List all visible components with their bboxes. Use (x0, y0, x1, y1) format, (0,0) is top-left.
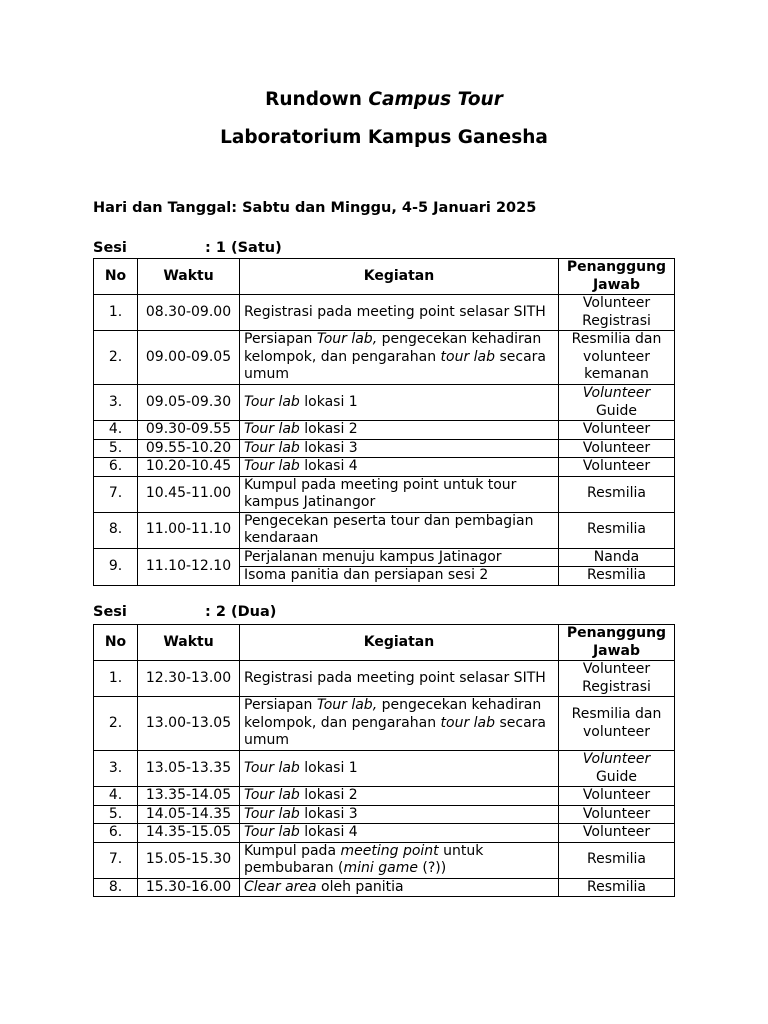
cell-no: 7. (94, 476, 138, 512)
cell-kegiatan (240, 697, 559, 751)
text: lokasi 2 (299, 421, 358, 437)
cell-waktu: 09.30-09.55 (138, 421, 240, 440)
pj-line: Volunteer (582, 295, 651, 311)
cell-waktu: 09.05-09.30 (138, 385, 240, 421)
header-pj-line2: Jawab (592, 276, 641, 293)
italic-text: Tour lab (244, 421, 300, 437)
header-penanggung-jawab (559, 259, 675, 295)
cell-no: 8. (94, 878, 138, 897)
cell-no: 2. (94, 697, 138, 751)
cell-penanggung-jawab (559, 805, 675, 824)
pj-line: Volunteer (582, 439, 651, 456)
session-1-label: Sesi (93, 240, 127, 256)
session-1-value: : 1 (Satu) (205, 240, 282, 256)
header-pj-line2: Jawab (592, 642, 641, 659)
text: pengecekan kehadiran kelompok, dan pengarahan (244, 697, 542, 731)
cell-penanggung-jawab (559, 824, 675, 843)
cell-kegiatan (240, 787, 559, 806)
header-waktu: Waktu (138, 259, 240, 295)
table-row (94, 842, 675, 878)
text: Registrasi pada meeting point selasar SITH (244, 669, 546, 686)
pj-line: Resmilia (587, 851, 646, 868)
pj-line: Volunteer (582, 661, 651, 677)
cell-waktu: 11.00-11.10 (138, 512, 240, 548)
text: untuk pembubaran ( (244, 842, 484, 876)
pj-line: Volunteer (582, 458, 651, 474)
cell-penanggung-jawab (559, 787, 675, 806)
cell-no: 3. (94, 385, 138, 421)
table-row (94, 548, 675, 567)
text: lokasi 3 (299, 439, 358, 456)
pj-line: Resmilia (587, 521, 646, 538)
table-row (94, 661, 675, 697)
table-row (94, 878, 675, 897)
table-row (94, 787, 675, 806)
cell-no: 3. (94, 751, 138, 787)
cell-waktu: 09.55-10.20 (138, 439, 240, 458)
cell-waktu: 12.30-13.00 (138, 661, 240, 697)
table-row (94, 439, 675, 458)
header-row (94, 625, 675, 661)
cell-kegiatan (240, 476, 559, 512)
cell-waktu: 10.45-11.00 (138, 476, 240, 512)
text: Perjalanan menuju kampus Jatinagor (244, 548, 502, 565)
text: secara umum (244, 348, 546, 383)
cell-penanggung-jawab (559, 476, 675, 512)
table-row (94, 824, 675, 843)
pj-line: Resmilia (587, 485, 646, 502)
cell-no: 4. (94, 421, 138, 440)
table-row (94, 805, 675, 824)
cell-waktu: 13.35-14.05 (138, 787, 240, 806)
session-2-label: Sesi (93, 604, 127, 620)
cell-no: 5. (94, 439, 138, 458)
session-1-table (93, 258, 675, 586)
cell-kegiatan (240, 385, 559, 421)
title-prefix: Rundown (265, 89, 362, 110)
text: lokasi 4 (299, 824, 358, 840)
cell-no: 1. (94, 295, 138, 331)
cell-kegiatan (240, 439, 559, 458)
text: lokasi 4 (299, 458, 358, 474)
table-row (94, 512, 675, 548)
document-title (0, 88, 768, 112)
cell-penanggung-jawab (559, 331, 675, 385)
header-kegiatan: Kegiatan (240, 625, 559, 661)
pj-line: Volunteer (582, 787, 651, 803)
pj-line: Resmilia dan (571, 706, 662, 722)
header-row (94, 259, 675, 295)
text: Kumpul pada meeting point untuk tour kampus Jatinangor (244, 476, 517, 510)
italic-text: Tour lab (244, 759, 300, 776)
cell-no: 5. (94, 805, 138, 824)
cell-kegiatan (240, 751, 559, 787)
cell-waktu: 11.10-12.10 (138, 548, 240, 585)
table-row (94, 476, 675, 512)
italic-text: meeting point (340, 842, 439, 859)
cell-waktu: 15.30-16.00 (138, 878, 240, 897)
pj-line: kemanan (584, 366, 649, 383)
cell-no: 6. (94, 458, 138, 477)
cell-penanggung-jawab (559, 661, 675, 697)
pj-line: Guide (595, 768, 638, 785)
cell-waktu: 14.05-14.35 (138, 805, 240, 824)
italic-text: Clear area (244, 878, 317, 895)
pj-line: Resmilia dan (571, 331, 662, 348)
italic-text: Tour lab (244, 458, 300, 474)
cell-kegiatan (240, 421, 559, 440)
text: secara umum (244, 714, 546, 749)
cell-penanggung-jawab (559, 567, 675, 586)
cell-penanggung-jawab (559, 878, 675, 897)
text: lokasi 1 (299, 759, 358, 776)
text: Kumpul pada (244, 842, 341, 859)
table-row (94, 458, 675, 477)
session-2-table (93, 624, 675, 897)
pj-line: Registrasi (582, 312, 651, 329)
text: lokasi 2 (299, 787, 358, 803)
header-kegiatan: Kegiatan (240, 259, 559, 295)
text: Persiapan (244, 697, 317, 714)
italic-text: tour lab (440, 714, 496, 731)
cell-penanggung-jawab (559, 697, 675, 751)
table-row (94, 697, 675, 751)
text: lokasi 1 (299, 393, 358, 410)
italic-text: mini game (343, 860, 418, 876)
text: oleh panitia (316, 878, 404, 895)
header-penanggung-jawab (559, 625, 675, 661)
cell-kegiatan (240, 661, 559, 697)
pj-line: Resmilia (587, 567, 646, 583)
italic-text: Tour lab (244, 824, 300, 840)
cell-penanggung-jawab (559, 512, 675, 548)
pj-line: Volunteer (582, 805, 651, 822)
italic-text: tour lab (440, 348, 496, 365)
document-subtitle: Laboratorium Kampus Ganesha (220, 127, 548, 148)
text: pengecekan kehadiran kelompok, dan pengarahan (244, 331, 542, 365)
cell-waktu: 13.05-13.35 (138, 751, 240, 787)
table-row (94, 421, 675, 440)
cell-waktu: 13.00-13.05 (138, 697, 240, 751)
table-row (94, 751, 675, 787)
text: lokasi 3 (299, 805, 358, 822)
cell-kegiatan (240, 878, 559, 897)
header-pj-line1: Penanggung (566, 625, 667, 641)
cell-kegiatan (240, 548, 559, 567)
cell-waktu: 15.05-15.30 (138, 842, 240, 878)
pj-line: Registrasi (582, 678, 651, 695)
pj-line: volunteer (583, 723, 650, 740)
cell-kegiatan (240, 805, 559, 824)
pj-line: Resmilia (587, 878, 646, 895)
pj-line: Volunteer (582, 751, 651, 767)
cell-waktu: 08.30-09.00 (138, 295, 240, 331)
pj-line: Guide (595, 402, 638, 419)
cell-kegiatan (240, 824, 559, 843)
italic-text: Tour lab, (316, 331, 378, 348)
header-pj-line1: Penanggung (566, 259, 667, 275)
pj-line: volunteer (583, 348, 650, 365)
italic-text: Tour lab (244, 393, 300, 410)
cell-penanggung-jawab (559, 439, 675, 458)
header-no: No (94, 625, 138, 661)
cell-penanggung-jawab (559, 458, 675, 477)
cell-no: 9. (94, 548, 138, 585)
cell-kegiatan (240, 458, 559, 477)
cell-waktu: 10.20-10.45 (138, 458, 240, 477)
italic-text: Tour lab, (316, 697, 378, 714)
table-row (94, 295, 675, 331)
cell-no: 1. (94, 661, 138, 697)
pj-line: Volunteer (582, 824, 651, 840)
cell-penanggung-jawab (559, 385, 675, 421)
cell-no: 8. (94, 512, 138, 548)
pj-line: Volunteer (582, 421, 651, 437)
cell-penanggung-jawab (559, 751, 675, 787)
cell-penanggung-jawab (559, 295, 675, 331)
text: Isoma panitia dan persiapan sesi 2 (244, 567, 489, 583)
cell-kegiatan (240, 567, 559, 586)
cell-kegiatan (240, 842, 559, 878)
cell-no: 7. (94, 842, 138, 878)
italic-text: Tour lab (244, 805, 300, 822)
header-waktu: Waktu (138, 625, 240, 661)
cell-penanggung-jawab (559, 421, 675, 440)
cell-no: 2. (94, 331, 138, 385)
cell-kegiatan (240, 512, 559, 548)
cell-kegiatan (240, 295, 559, 331)
header-no: No (94, 259, 138, 295)
cell-waktu: 14.35-15.05 (138, 824, 240, 843)
italic-text: Tour lab (244, 787, 300, 803)
text: Pengecekan peserta tour dan pembagian kendaraan (244, 512, 534, 546)
cell-penanggung-jawab (559, 842, 675, 878)
title-italic: Campus Tour (368, 89, 503, 110)
pj-line: Volunteer (582, 385, 651, 401)
cell-penanggung-jawab (559, 548, 675, 567)
pj-line: Nanda (593, 548, 640, 565)
cell-no: 4. (94, 787, 138, 806)
italic-text: Tour lab (244, 439, 300, 456)
cell-no: 6. (94, 824, 138, 843)
table-row (94, 385, 675, 421)
text: Persiapan (244, 331, 317, 348)
text: Registrasi pada meeting point selasar SITH (244, 303, 546, 320)
cell-waktu: 09.00-09.05 (138, 331, 240, 385)
table-row (94, 331, 675, 385)
date-line: Hari dan Tanggal: Sabtu dan Minggu, 4-5 Januari 2025 (93, 200, 537, 216)
cell-kegiatan (240, 331, 559, 385)
session-2-value: : 2 (Dua) (205, 604, 277, 620)
text: (?)) (417, 860, 447, 876)
